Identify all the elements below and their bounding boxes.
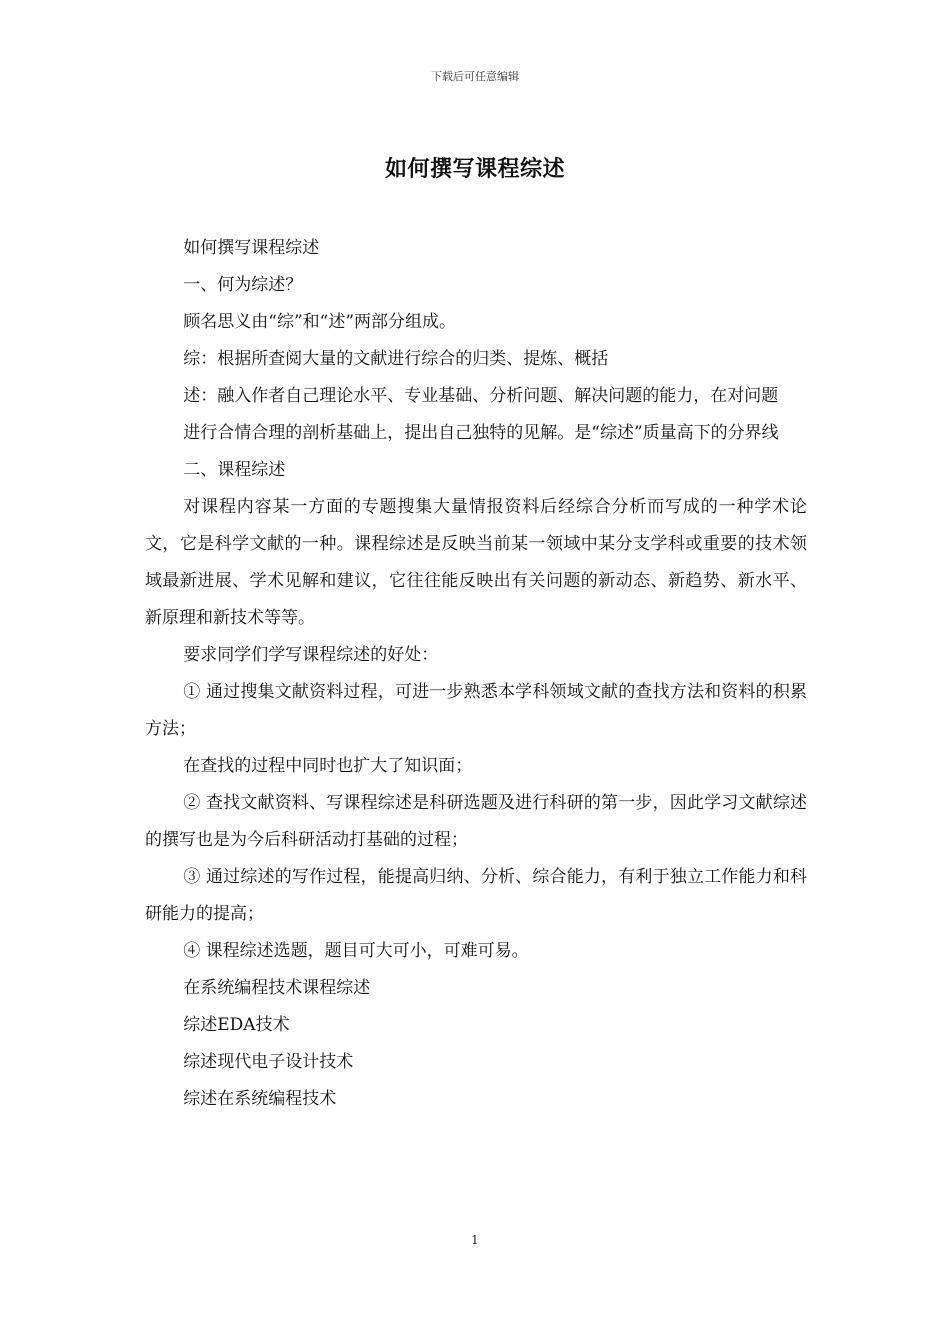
paragraph: ② 查找文献资料、写课程综述是科研选题及进行科研的第一步，因此学习文献综述的撰写也是为今后科研活动打基础的过程；	[145, 793, 807, 850]
paragraph: 顾名思义由“综”和“述”两部分组成。	[183, 312, 457, 332]
header-note: 下载后可任意编辑	[431, 70, 519, 83]
paragraph: ④ 课程综述选题，题目可大可小，可难可易。	[183, 941, 529, 961]
paragraph: ③ 通过综述的写作过程，能提高归纳、分析、综合能力，有利于独立工作能力和科研能力的提高；	[145, 867, 807, 924]
paragraph: 二、课程综述	[183, 460, 286, 480]
paragraph: 综述EDA技术	[183, 1015, 290, 1035]
paragraph: 对课程内容某一方面的专题搜集大量情报资料后经综合分析而写成的一种学术论文，它是科学文献的一种。课程综述是反映当前某一领域中某分支学科或重要的技术领域最新进展、学术见解和建议，它往往能反映出有关问题的新动态、新趋势、新水平、新原理和新技术等等。	[145, 497, 807, 628]
document-title: 如何撰写课程综述	[384, 156, 565, 182]
paragraph: 在系统编程技术课程综述	[183, 978, 371, 998]
paragraph: ① 通过搜集文献资料过程，可进一步熟悉本学科领域文献的查找方法和资料的积累方法；	[145, 682, 807, 739]
page-number: 1	[471, 1233, 479, 1247]
paragraph: 在查找的过程中同时也扩大了知识面；	[183, 756, 473, 776]
paragraph: 如何撰写课程综述	[183, 238, 320, 258]
paragraph: 综述在系统编程技术	[183, 1089, 337, 1109]
document-body	[145, 230, 807, 1118]
paragraph: 述：融入作者自己理论水平、专业基础、分析问题、解决问题的能力，在对问题	[183, 386, 779, 406]
paragraph: 一、何为综述？	[183, 275, 303, 295]
paragraph: 综述现代电子设计技术	[183, 1052, 354, 1072]
paragraph: 综：根据所查阅大量的文献进行综合的归类、提炼、概括	[183, 349, 609, 369]
paragraph: 要求同学们学写课程综述的好处：	[183, 645, 439, 665]
paragraph: 进行合情合理的剖析基础上，提出自己独特的见解。是“综述”质量高下的分界线	[183, 423, 779, 443]
